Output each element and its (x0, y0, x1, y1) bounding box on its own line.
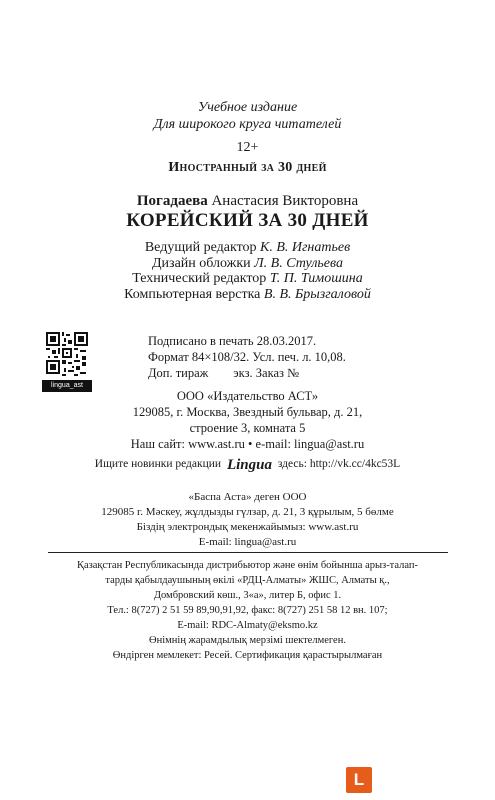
vk-prefix: Ищите новинки редакции (94, 458, 222, 470)
author-line (0, 193, 495, 210)
logo-letter: L (353, 770, 365, 789)
kz-distributor-line: Домбровский көш., 3«а», литер Б, офис 1. (153, 590, 342, 601)
credit-role: Ведущий редактор (144, 240, 257, 255)
kz-publisher-block (0, 490, 495, 550)
credit-line (0, 256, 495, 272)
circulation-line: Доп. тираж экз. Заказ № (148, 366, 299, 380)
print-info-block (148, 333, 346, 381)
signed-date: Подписано в печать 28.03.2017. (148, 334, 317, 348)
kz-publisher-name: «Баспа Аста» деген ООО (188, 491, 307, 503)
kz-publisher-address: 129085 г. Мәскеу, жұлдызды гүлзар, д. 21, 3 құрылым, 5 бөлме (101, 506, 394, 518)
kz-distributor-phone: Тел.: 8(727) 2 51 59 89,90,91,92, факс: 8(727) 251 58 12 вн. 107; (107, 605, 388, 616)
kz-publisher-web: Біздің электрондық мекенжайымыз: www.ast.ru (136, 521, 359, 533)
kz-shelf-life: Өнімнің жарамдылық мерзімі шектелмеген. (149, 635, 346, 646)
litres-logo-icon (346, 767, 372, 793)
qr-code-block (42, 330, 92, 392)
kz-distributor-email: E-mail: RDC-Almaty@eksmo.kz (177, 620, 318, 631)
credit-line (0, 240, 495, 256)
qr-tag-label: lingua_ast (42, 380, 92, 392)
credit-role: Технический редактор (132, 271, 267, 286)
divider (48, 552, 448, 553)
publisher-block (0, 388, 495, 452)
book-title: КОРЕЙСКИЙ ЗА 30 ДНЕЙ (126, 210, 369, 231)
author-given-name: Анастасия Викторовна (211, 193, 359, 209)
lingua-logo: Lingua (226, 457, 272, 473)
kz-distributor-block (0, 558, 495, 663)
vk-suffix: здесь: http://vk.cc/4kc53L (277, 458, 401, 470)
kz-publisher-email: E-mail: lingua@ast.ru (198, 536, 297, 548)
age-rating: 12+ (236, 140, 259, 155)
edition-type: Учебное издание (197, 100, 298, 115)
publisher-name: ООО «Издательство АСТ» (176, 389, 319, 403)
credit-role: Дизайн обложки (152, 255, 251, 271)
credit-name: Т. П. Тимошина (269, 271, 363, 286)
kz-distributor-line: Қазақстан Республикасында дистрибьютор және өнім бойынша арыз-талап- (76, 560, 419, 571)
kz-distributor-line: тарды қабылдаушының өкілі «РДЦ-Алматы» ЖШС, Алматы қ., (105, 575, 390, 586)
series-title: Иностранный за 30 дней (168, 160, 327, 175)
credit-name: К. В. Игнатьев (260, 240, 351, 255)
credit-line (0, 271, 495, 287)
kz-country: Өндірген мемлекет: Ресей. Сертификация қарастырылмаған (112, 650, 383, 661)
credit-name: Л. В. Стульева (254, 255, 343, 271)
audience-line: Для широкого круга читателей (153, 117, 342, 132)
credit-role: Компьютерная верстка (124, 286, 261, 302)
credit-name: В. В. Брызгаловой (263, 286, 371, 302)
vk-line (0, 457, 495, 474)
qr-code-icon (46, 332, 88, 378)
publisher-site-line: Наш сайт: www.ast.ru • e-mail: lingua@ast.ru (130, 437, 365, 451)
publisher-address-2: строение 3, комната 5 (189, 421, 306, 435)
credits-block (0, 240, 495, 302)
publisher-address-1: 129085, г. Москва, Звездный бульвар, д. 21, (132, 405, 363, 419)
author-surname: Погадаева (136, 193, 208, 209)
credit-line (0, 287, 495, 303)
format-line: Формат 84×108/32. Усл. печ. л. 10,08. (148, 350, 346, 364)
